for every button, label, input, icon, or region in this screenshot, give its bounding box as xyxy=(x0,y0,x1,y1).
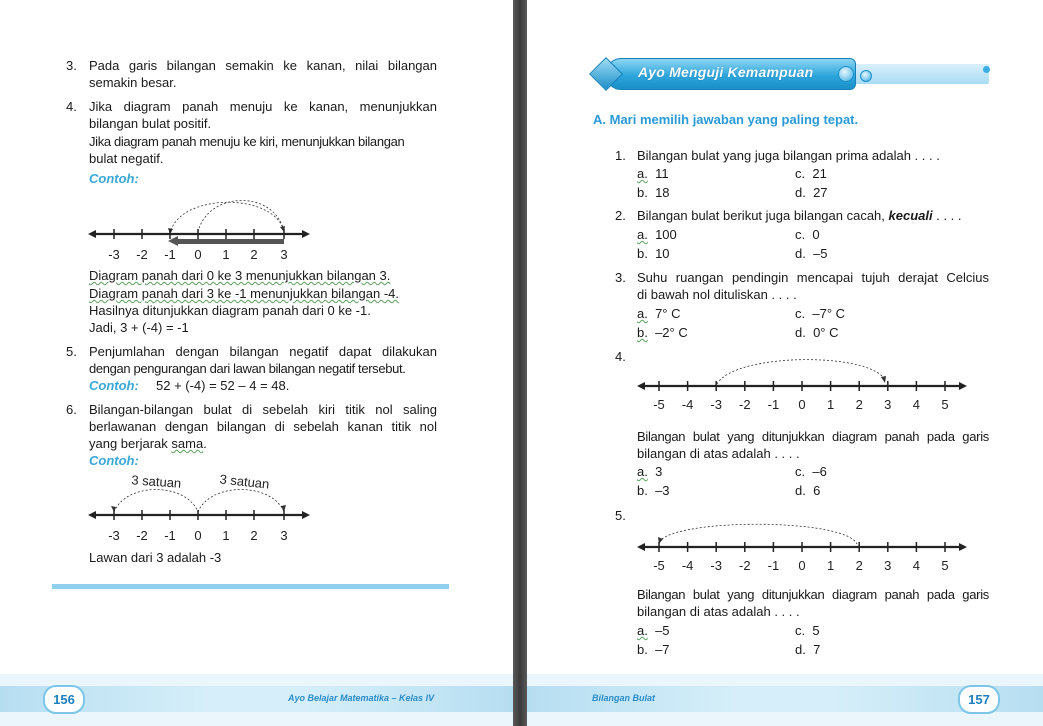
tick-label: -4 xyxy=(681,397,694,412)
tick-label: -1 xyxy=(767,397,780,412)
example-label: Contoh: xyxy=(89,378,139,393)
right-page xyxy=(527,0,1043,726)
section-heading: A. Mari memilih jawaban yang paling tepat. xyxy=(593,112,859,127)
footer-title: Ayo Belajar Matematika – Kelas IV xyxy=(288,693,435,703)
question-text: Bilangan bulat yang ditunjukkan diagram panah pada garis xyxy=(637,429,989,444)
dot-icon xyxy=(983,66,990,73)
option[interactable]: c. 0 xyxy=(795,227,820,242)
item-text: bilangan bulat positif. xyxy=(89,116,212,131)
tick-label: 0 xyxy=(194,528,202,543)
option[interactable]: d. 0° C xyxy=(795,325,839,340)
example-text: 52 + (-4) = 52 – 4 = 48. xyxy=(156,378,290,393)
question-text: Bilangan bulat yang ditunjukkan diagram panah pada garis xyxy=(637,587,989,602)
option[interactable]: d. 7 xyxy=(795,642,821,657)
option[interactable]: d. 27 xyxy=(795,185,828,200)
question-text: Bilangan bulat berikut juga bilangan cacah, kecuali . . . . xyxy=(637,208,962,223)
example-caption: Lawan dari 3 adalah -3 xyxy=(89,550,222,565)
tick-label: 4 xyxy=(912,558,921,573)
option[interactable]: a. 11 xyxy=(637,166,669,181)
tick-label: -1 xyxy=(164,247,176,262)
option[interactable]: c. –7° C xyxy=(795,306,846,321)
arc-label: 3 satuan xyxy=(130,472,182,491)
option[interactable]: b. –7 xyxy=(637,642,670,657)
example-label: Contoh: xyxy=(89,453,139,468)
tick-label: 1 xyxy=(222,528,230,543)
option[interactable]: c. –6 xyxy=(795,464,827,479)
tick-label: 2 xyxy=(855,397,863,412)
page-footer xyxy=(527,674,1043,726)
number-line-diagram xyxy=(635,354,969,416)
footer-title: Bilangan Bulat xyxy=(592,693,656,703)
option[interactable]: a. –5 xyxy=(637,623,670,638)
option[interactable]: d. –5 xyxy=(795,246,828,261)
tick-label: 1 xyxy=(826,397,835,412)
item-number: 3. xyxy=(66,58,77,73)
tick-label: 3 xyxy=(884,558,892,573)
option[interactable]: b. –2° C xyxy=(637,325,688,340)
tick-label: -5 xyxy=(653,558,665,573)
bubble-icon xyxy=(860,70,872,82)
tick-label: -2 xyxy=(136,528,148,543)
tick-label: 4 xyxy=(912,397,921,412)
banner-title: Ayo Menguji Kemampuan xyxy=(638,64,814,80)
tick-label: 0 xyxy=(798,397,806,412)
item-text: Jika diagram panah menuju ke kanan, menunjukkan xyxy=(89,99,437,114)
tick-label: 1 xyxy=(222,247,230,262)
number-line-diagram xyxy=(86,468,316,548)
tick-label: -4 xyxy=(681,558,694,573)
tick-label: 5 xyxy=(941,558,949,573)
option[interactable]: a. 100 xyxy=(637,227,677,242)
page-number: 156 xyxy=(43,685,85,714)
question-text: bilangan di atas adalah . . . . xyxy=(637,604,800,619)
question-number: 3. xyxy=(615,270,626,285)
book-gutter xyxy=(513,0,527,726)
tick-label: 1 xyxy=(826,558,835,573)
example-label: Contoh: xyxy=(89,171,139,186)
example-line: Jadi, 3 + (-4) = -1 xyxy=(89,320,189,335)
question-text: Bilangan bulat yang juga bilangan prima adalah . . . . xyxy=(637,148,940,163)
item-number: 4. xyxy=(66,99,77,114)
tick-label: -1 xyxy=(164,528,176,543)
tick-label: -5 xyxy=(653,397,665,412)
tick-label: -3 xyxy=(108,247,120,262)
item-number: 6. xyxy=(66,402,77,417)
arc-label: 3 satuan xyxy=(218,471,271,492)
divider xyxy=(52,584,449,589)
item-text: Penjumlahan dengan bilangan negatif dapat dilakukan xyxy=(89,344,437,359)
page-number: 157 xyxy=(958,685,1000,714)
item-text: berlawanan dengan bilangan di sebelah kanan titik nol xyxy=(89,419,437,434)
option[interactable]: b. –3 xyxy=(637,483,670,498)
tick-label: 2 xyxy=(855,558,863,573)
item-text: yang berjarak sama. xyxy=(89,436,207,451)
tick-label: 3 xyxy=(280,528,288,543)
tick-label: 2 xyxy=(250,247,258,262)
question-text: Suhu ruangan pendingin mencapai tujuh derajat Celcius xyxy=(637,270,989,285)
tick-label: -3 xyxy=(108,528,120,543)
tick-label: 5 xyxy=(941,397,949,412)
tick-label: 0 xyxy=(194,247,202,262)
question-number: 1. xyxy=(615,148,626,163)
item-text: Bilangan-bilangan bulat di sebelah kiri titik nol saling xyxy=(89,402,437,417)
number-line-diagram xyxy=(86,186,316,266)
item-number: 5. xyxy=(66,344,77,359)
item-text: dengan pengurangan dari lawan bilangan negatif tersebut. xyxy=(89,361,406,376)
tick-label: -3 xyxy=(710,558,722,573)
question-text: di bawah nol dituliskan . . . . xyxy=(637,287,797,302)
option[interactable]: c. 5 xyxy=(795,623,820,638)
page-footer xyxy=(0,674,513,726)
tick-label: -2 xyxy=(739,397,751,412)
tick-label: -2 xyxy=(136,247,148,262)
item-text: bulat negatif. xyxy=(89,151,164,166)
question-number: 4. xyxy=(615,349,626,364)
tick-label: -3 xyxy=(710,397,722,412)
section-banner xyxy=(592,56,989,92)
item-text: Jika diagram panah menuju ke kiri, menunjukkan bilangan xyxy=(89,134,405,149)
example-line: Diagram panah dari 3 ke -1 menunjukkan bilangan -4. xyxy=(89,286,400,301)
option[interactable]: b. 10 xyxy=(637,246,670,261)
example-line: Hasilnya ditunjukkan diagram panah dari 0 ke -1. xyxy=(89,303,371,318)
tick-label: -2 xyxy=(739,558,751,573)
bubble-icon xyxy=(838,66,854,82)
tick-label: -1 xyxy=(767,558,780,573)
question-number: 2. xyxy=(615,208,626,223)
tick-label: 3 xyxy=(280,247,288,262)
tick-label: 0 xyxy=(798,558,806,573)
left-page xyxy=(0,0,513,726)
question-text: bilangan di atas adalah . . . . xyxy=(637,446,800,461)
item-text: semakin besar. xyxy=(89,75,177,90)
option[interactable]: a. 7° C xyxy=(637,306,681,321)
option[interactable]: b. 18 xyxy=(637,185,670,200)
example-line: Diagram panah dari 0 ke 3 menunjukkan bilangan 3. xyxy=(89,268,391,283)
option[interactable]: d. 6 xyxy=(795,483,821,498)
option[interactable]: c. 21 xyxy=(795,166,827,181)
tick-label: 2 xyxy=(250,528,258,543)
number-line-diagram xyxy=(635,514,969,576)
tick-label: 3 xyxy=(884,397,892,412)
question-number: 5. xyxy=(615,508,626,523)
option[interactable]: a. 3 xyxy=(637,464,663,479)
item-text: Pada garis bilangan semakin ke kanan, nilai bilangan xyxy=(89,58,437,73)
